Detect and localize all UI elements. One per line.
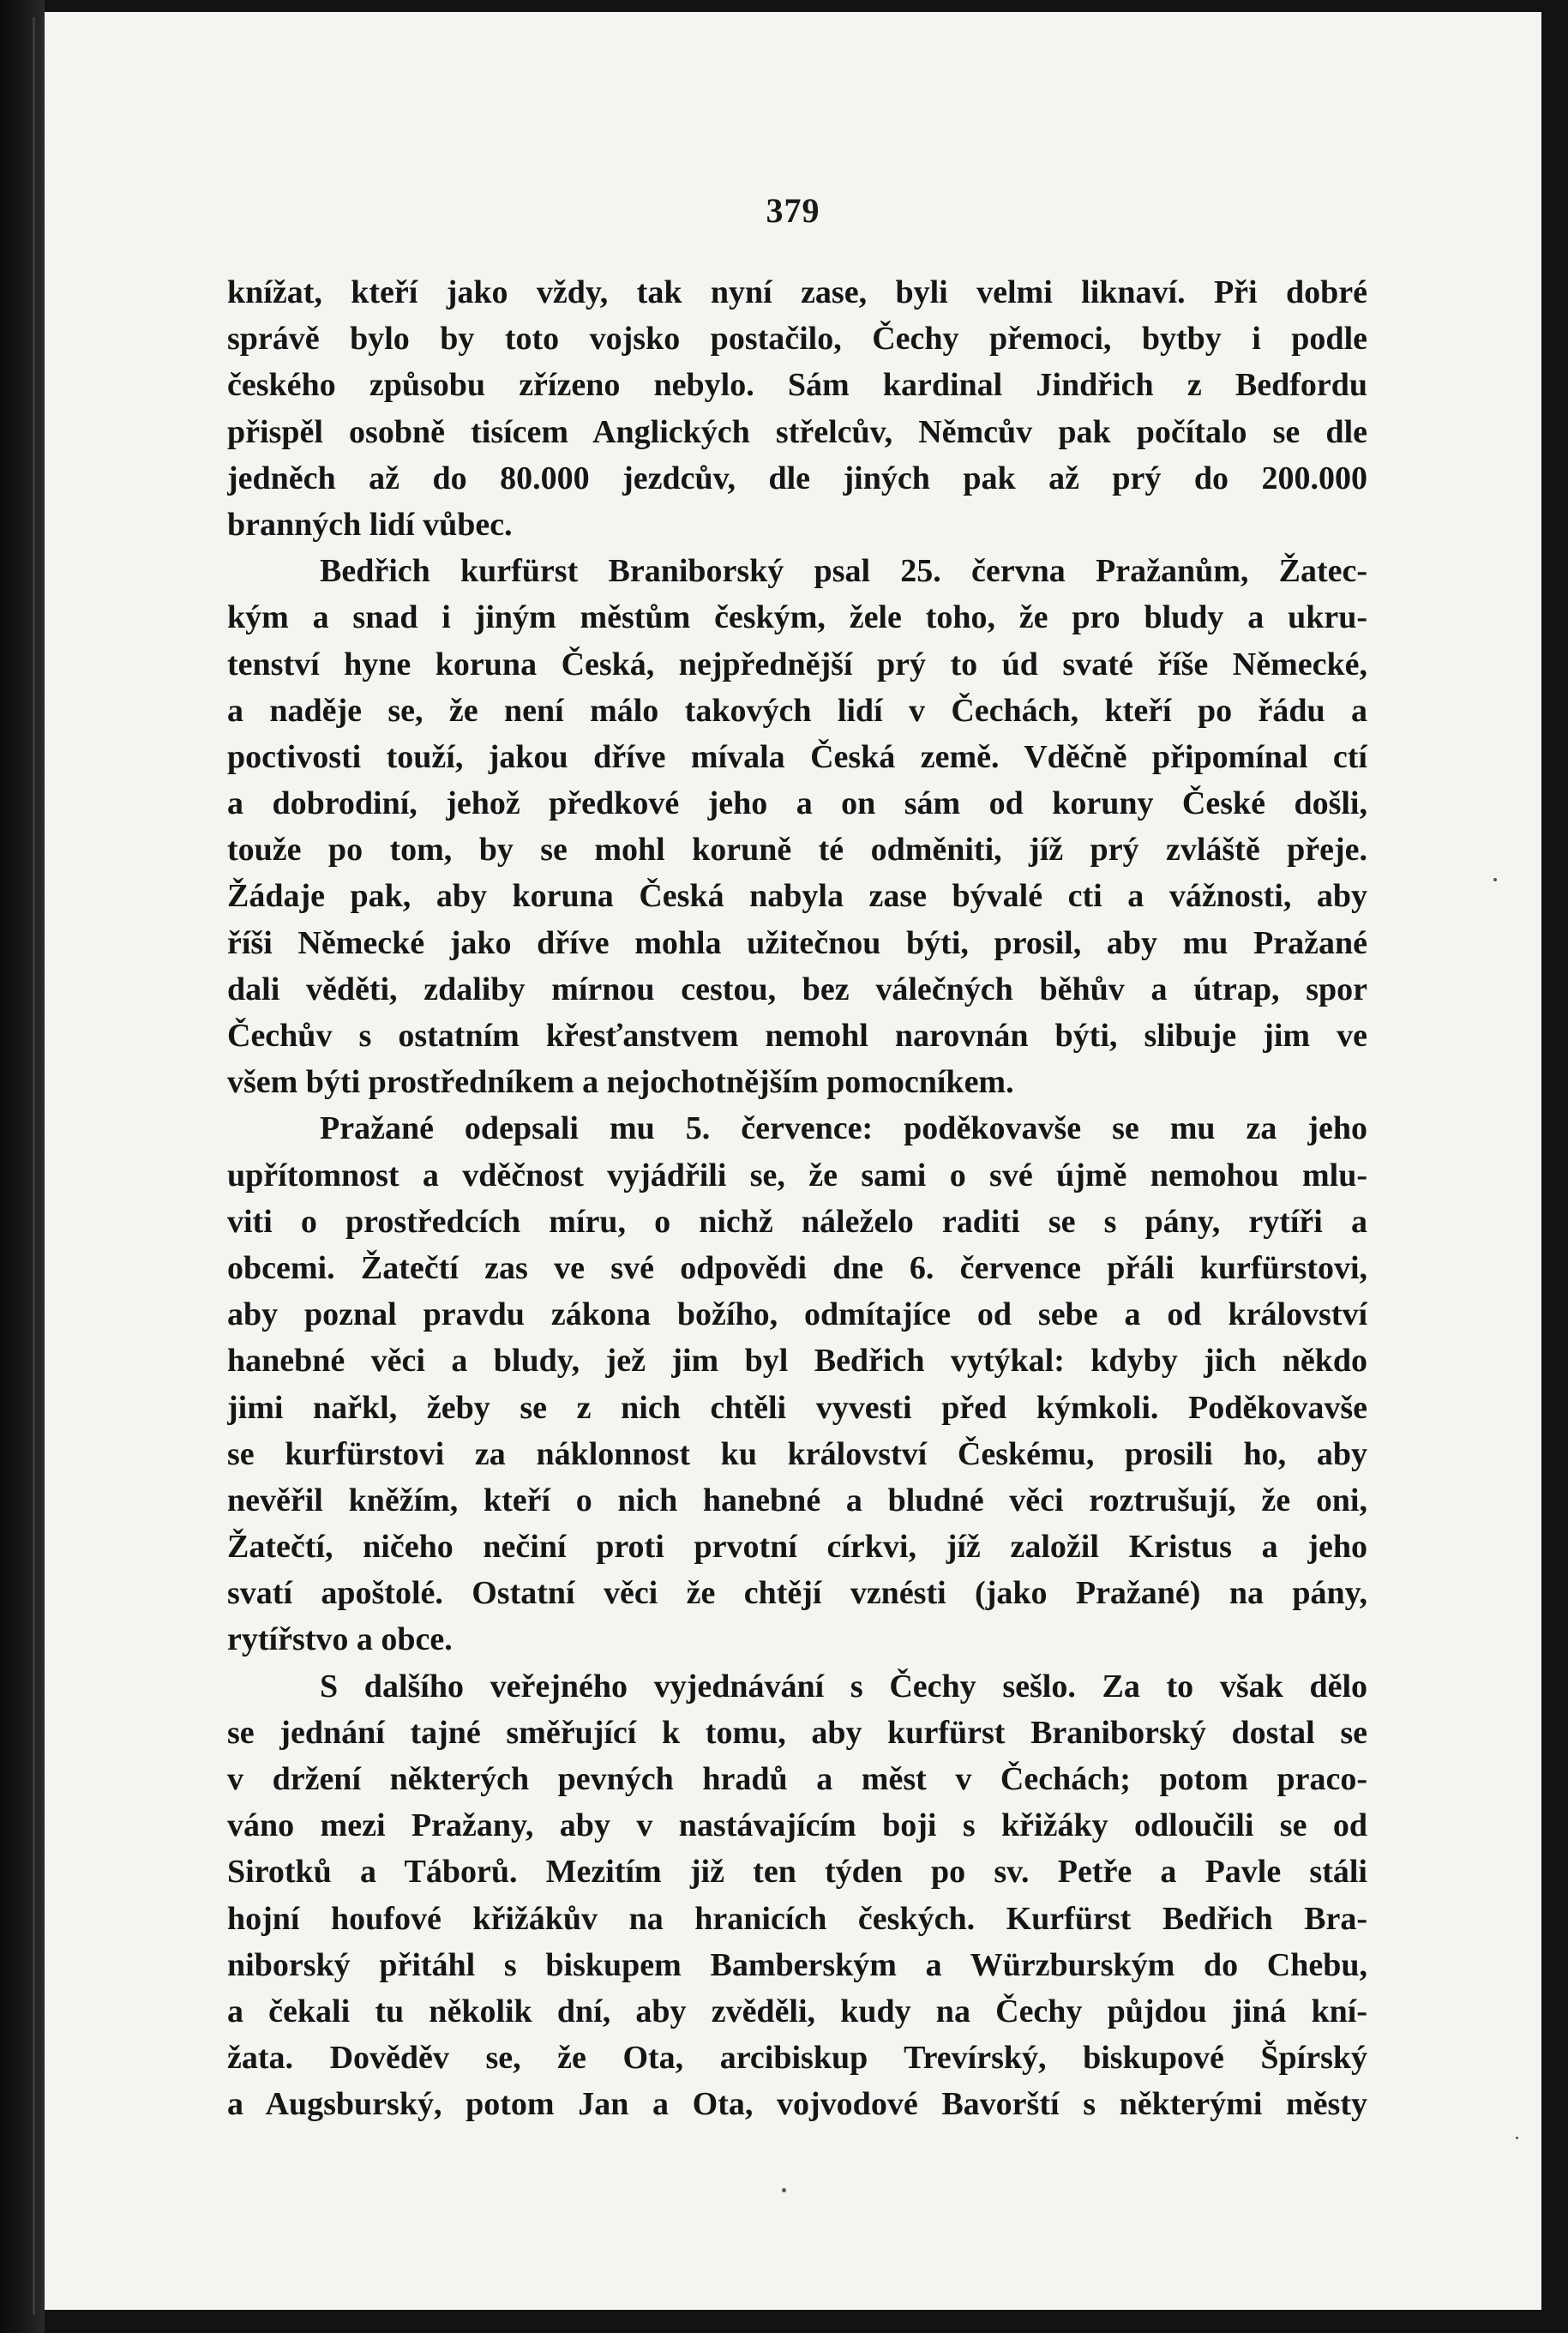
text-line: Čechův s ostatním křesťanstvem nemohl narovnán býti, slibuje jim ve [227,1018,1367,1054]
text-line: a Augsburský, potom Jan a Ota, vojvodové Bavorští s některými městy [227,2086,1367,2123]
paragraph [227,269,1367,548]
text-line: aby poznal pravdu zákona božího, odmítajíce od sebe a od království [227,1296,1367,1333]
text-line: správě bylo by toto vojsko postačilo, Čechy přemoci, bytby i podle [227,321,1367,358]
text-line: jimi nařkl, žeby se z nich chtěli vyvesti před kýmkoli. Poděkovavše [227,1389,1367,1426]
text-line: hojní houfové křižákův na hranicích českých. Kurfürst Bedřich Bra- [227,1900,1367,1937]
paragraph-container [227,269,1367,2128]
text-line: dali věděti, zdaliby mírnou cestou, bez válečných běhův a útrap, spor [227,971,1367,1007]
text-line: niborský přitáhl s biskupem Bamberským a Würzburským do Chebu, [227,1946,1367,1983]
text-line: Žatečtí, ničeho nečiní proti prvotní církvi, jíž založil Kristus a jeho [227,1529,1367,1566]
text-line: kým a snad i jiným městům českým, žele toho, že pro bludy a ukru- [227,599,1367,636]
text-line: a čekali tu několik dní, aby zvěděli, kudy na Čechy půjdou jiná kní- [227,1993,1367,2029]
text-line: knížat, kteří jako vždy, tak nyní zase, byli velmi liknaví. Při dobré [227,274,1367,310]
text-line: hanebné věci a bludy, jež jim byl Bedřich vytýkal: kdyby jich někdo [227,1343,1367,1380]
body-text [227,269,1367,2128]
text-line: a dobrodiní, jehož předkové jeho a on sám od koruny České došli, [227,785,1367,822]
text-line: se jednání tajné směřující k tomu, aby kurfürst Braniborský dostal se [227,1714,1367,1751]
paragraph [227,548,1367,1105]
text-line: upřítomnost a vděčnost vyjádřili se, že sami o své újmě nemohou mlu- [227,1157,1367,1194]
text-line: jedněch až do 80.000 jezdcův, dle jiných pak až prý do 200.000 [227,460,1367,496]
text-line: Pražané odepsali mu 5. července: poděkovavše se mu za jeho [320,1110,1367,1147]
text-line: váno mezi Pražany, aby v nastávajícím boji s křižáky odloučili se od [227,1807,1367,1844]
text-line: Žádaje pak, aby koruna Česká nabyla zase bývalé cti a vážnosti, aby [227,878,1367,915]
text-line: S dalšího veřejného vyjednávání s Čechy sešlo. Za to však dělo [320,1668,1367,1705]
text-line: touže po tom, by se mohl koruně té odměniti, jíž prý zvláště přeje. [227,832,1367,869]
text-line: obcemi. Žatečtí zas ve své odpovědi dne 6. července přáli kurfürstovi, [227,1249,1367,1286]
text-line: nevěřil kněžím, kteří o nich hanebné a bludné věci roztrušují, že oni, [227,1482,1367,1518]
scan-speck [782,2188,786,2192]
text-line: rytířstvo a obce. [227,1621,453,1658]
scan-speck [1493,878,1497,881]
text-line: branných lidí vůbec. [227,506,513,543]
text-line: viti o prostředcích míru, o nichž náleželo raditi se s pány, rytíři a [227,1203,1367,1240]
text-line: českého způsobu zřízeno nebylo. Sám kardinal Jindřich z Bedfordu [227,367,1367,404]
text-line: říši Německé jako dříve mohla užitečnou býti, prosil, aby mu Pražané [227,924,1367,961]
text-line: všem býti prostředníkem a nejochotnějším pomocníkem. [227,1064,1014,1101]
text-line: žata. Dověděv se, že Ota, arcibiskup Trevírský, biskupové Špírský [227,2040,1367,2077]
text-line: tenství hyne koruna Česká, nejpřednější prý to úd svaté říše Německé, [227,646,1367,682]
text-line: se kurfürstovi za náklonnost ku království Českému, prosili ho, aby [227,1435,1367,1472]
page-number: 379 [766,191,820,230]
text-line: poctivosti touží, jakou dříve mívala Česká země. Vděčně připomínal ctí [227,738,1367,775]
scan-speck [1516,2137,1518,2139]
book-page [45,12,1541,2310]
page-edge-line [33,17,35,2315]
text-line: v držení některých pevných hradů a měst v Čechách; potom praco- [227,1761,1367,1797]
book-spine-shadow [0,0,45,2333]
paragraph [227,1663,1367,2128]
text-line: Bedřich kurfürst Braniborský psal 25. června Pražanům, Žatec- [320,553,1367,590]
text-line: přispěl osobně tisícem Anglických střelcův, Němcův pak počítalo se dle [227,413,1367,450]
paragraph [227,1105,1367,1663]
text-line: a naděje se, že není málo takových lidí v Čechách, kteří po řádu a [227,692,1367,729]
text-line: Sirotků a Táborů. Mezitím již ten týden po sv. Petře a Pavle stáli [227,1854,1367,1891]
text-line: svatí apoštolé. Ostatní věci že chtějí vznésti (jako Pražané) na pány, [227,1575,1367,1612]
